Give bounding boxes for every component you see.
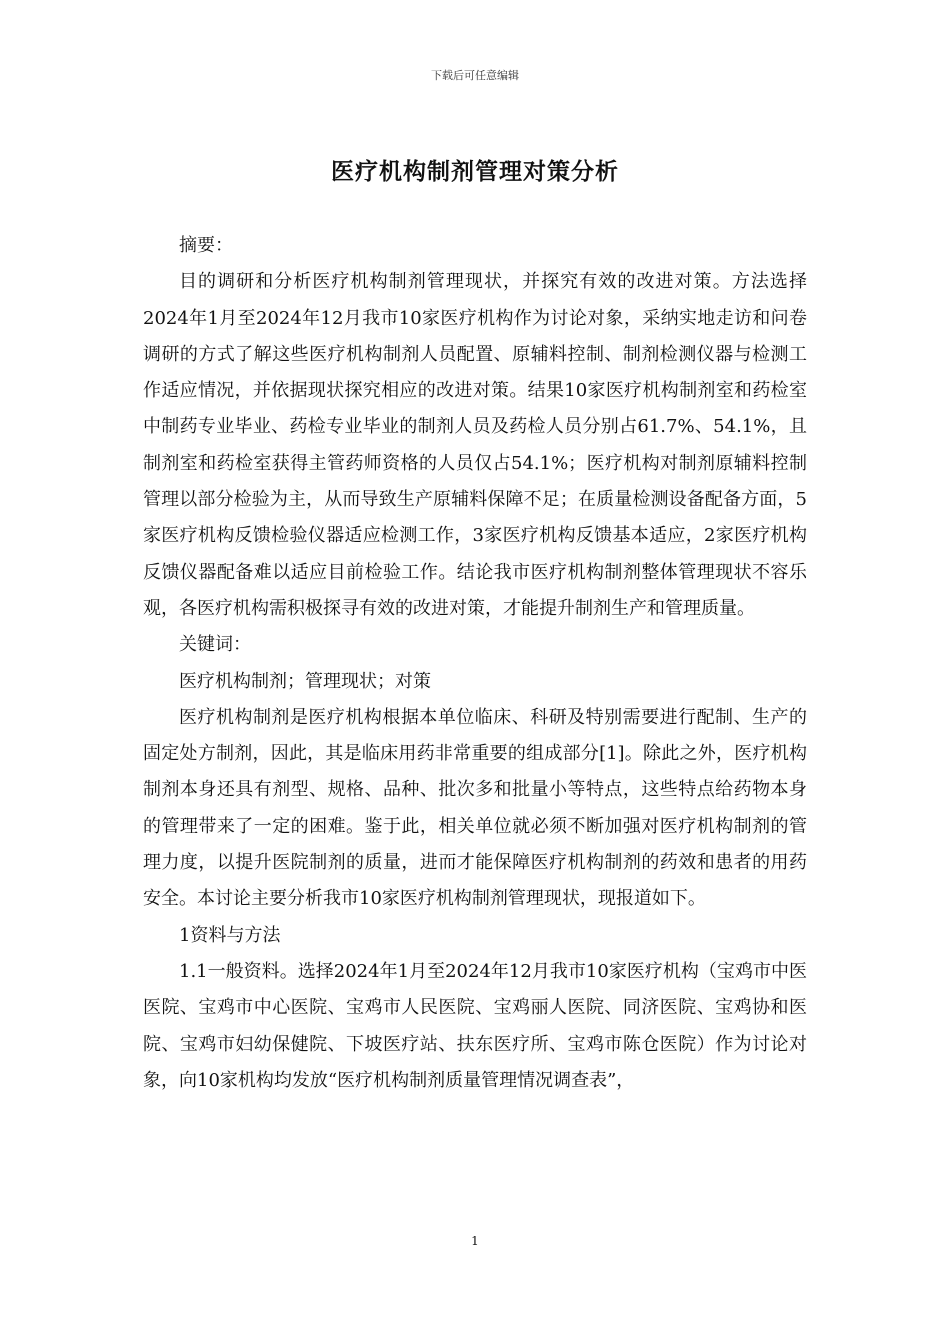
document-body [143, 228, 807, 1099]
section-heading: 1资料与方法 [179, 924, 281, 946]
keywords-label: 关键词： [179, 634, 251, 656]
keywords-paragraph: 医疗机构制剂；管理现状；对策 [179, 670, 431, 692]
page-number: 1 [471, 1234, 479, 1248]
header-note: 下载后可任意编辑 [431, 69, 519, 82]
intro-paragraph: 医疗机构制剂是医疗机构根据本单位临床、科研及特别需要进行配制、生产的固定处方制剂，因此，其是临床用药非常重要的组成部分[1]。除此之外，医疗机构制剂本身还具有剂型、规格、品种、批次多和批量小等特点，这些特点给药物本身的管理带来了一定的困难。鉴于此，相关单位就必须不断加强对医疗机构制剂的管理力度，以提升医院制剂的质量，进而才能保障医疗机构制剂的药效和患者的用药安全。本讨论主要分析我市10家医疗机构制剂管理现状，现报道如下。 [143, 706, 807, 910]
abstract-paragraph: 目的调研和分析医疗机构制剂管理现状，并探究有效的改进对策。方法选择2024年1月至2024年12月我市10家医疗机构作为讨论对象，采纳实地走访和问卷调研的方式了解这些医疗机构制剂人员配置、原辅料控制、制剂检测仪器与检测工作适应情况，并依据现状探究相应的改进对策。结果10家医疗机构制剂室和药检室中制药专业毕业、药检专业毕业的制剂人员及药检人员分别占61.7%、54.1%，且制剂室和药检室获得主管药师资格的人员仅占54.1%；医疗机构对制剂原辅料控制管理以部分检验为主，从而导致生产原辅料保障不足；在质量检测设备配备方面，5家医疗机构反馈检验仪器适应检测工作，3家医疗机构反馈基本适应，2家医疗机构反馈仪器配备难以适应目前检验工作。结论我市医疗机构制剂整体管理现状不容乐观，各医疗机构需积极探寻有效的改进对策，才能提升制剂生产和管理质量。 [143, 271, 807, 619]
abstract-label: 摘要： [179, 235, 233, 256]
section-paragraph: 1.1一般资料。选择2024年1月至2024年12月我市10家医疗机构（宝鸡市中医医院、宝鸡市中心医院、宝鸡市人民医院、宝鸡丽人医院、同济医院、宝鸡协和医院、宝鸡市妇幼保健院、下坡医疗站、扶东医疗所、宝鸡市陈仓医院）作为讨论对象，向10家机构均发放“医疗机构制剂质量管理情况调查表”， [143, 960, 807, 1091]
document-title: 医疗机构制剂管理对策分析 [331, 159, 619, 185]
